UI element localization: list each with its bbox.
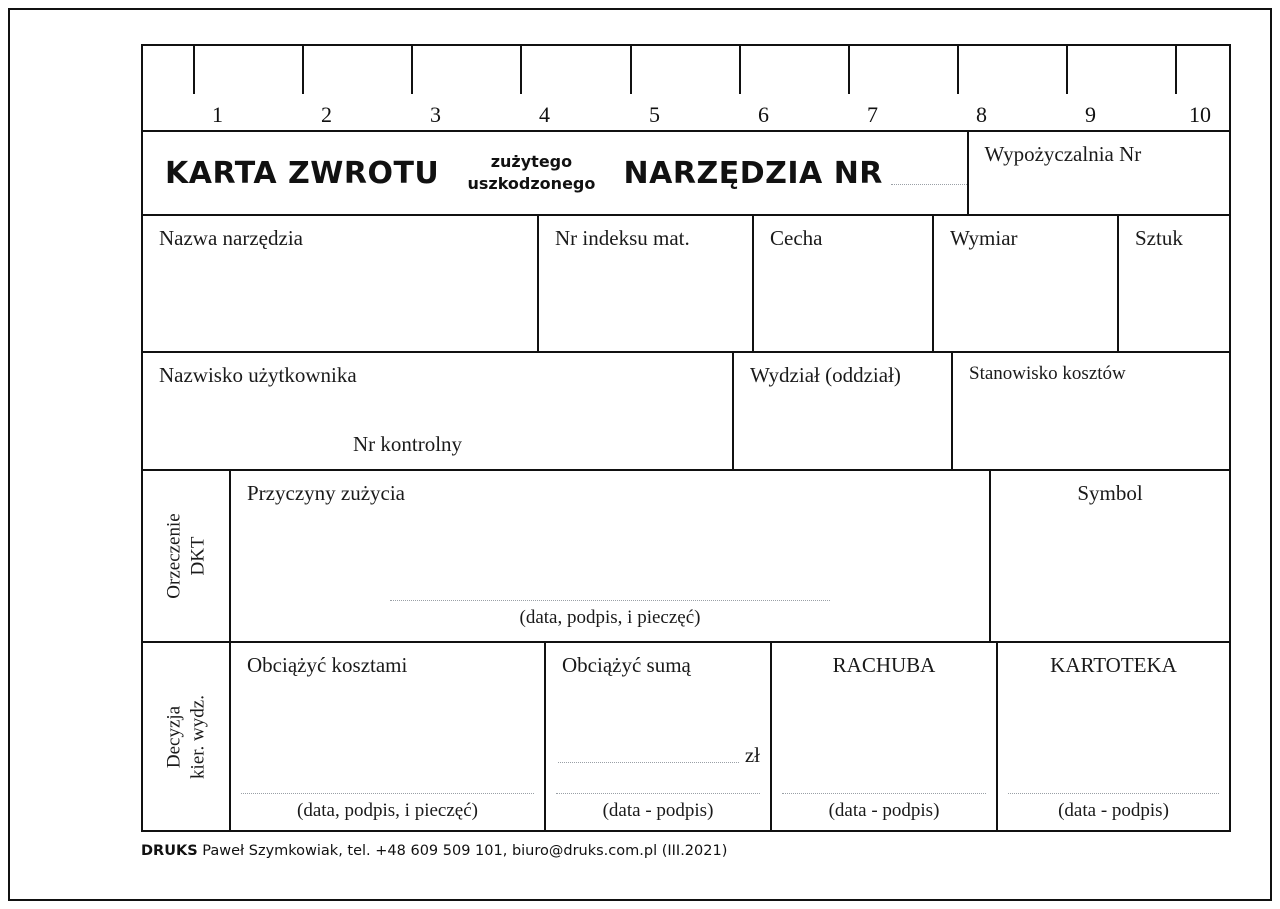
decyzja-vertical-label xyxy=(143,643,231,830)
ruler-tick xyxy=(193,46,195,94)
currency-label: zł xyxy=(744,743,760,767)
ruler-scale xyxy=(143,46,1229,132)
orzeczenie-line2: DKT xyxy=(187,536,208,576)
title-narzedzia-nr: NARZĘDZIA NR xyxy=(623,155,883,191)
title-karta-zwrotu: KARTA ZWROTU xyxy=(165,155,440,191)
decyzja-row xyxy=(143,643,1229,830)
label-obciazyc-suma: Obciążyć sumą xyxy=(562,653,691,677)
ruler-number-9: 9 xyxy=(1085,102,1096,127)
orzeczenie-row xyxy=(143,471,1229,643)
wypozyczalnia-label: Wypożyczalnia Nr xyxy=(984,142,1142,166)
label-symbol: Symbol xyxy=(1077,481,1143,505)
field-nazwisko-uzytkownika[interactable] xyxy=(143,353,734,469)
label-stanowisko-kosztow: Stanowisko kosztów xyxy=(969,363,1126,384)
obciazyc-kosztami-signature[interactable] xyxy=(241,792,534,822)
ruler-tick xyxy=(520,46,522,94)
title-uszkodzonego: uszkodzonego xyxy=(467,174,596,193)
ruler-number-5: 5 xyxy=(649,102,660,127)
ruler-number-8: 8 xyxy=(976,102,987,127)
kartoteka-caption: (data - podpis) xyxy=(1058,800,1169,821)
label-obciazyc-kosztami: Obciążyć kosztami xyxy=(247,653,408,677)
wypozyczalnia-cell xyxy=(969,132,1229,214)
ruler-number-2: 2 xyxy=(321,102,332,127)
user-info-row xyxy=(143,353,1229,471)
orzeczenie-signature-slot[interactable] xyxy=(390,599,830,629)
field-stanowisko-kosztow[interactable] xyxy=(953,353,1229,469)
ruler-tick xyxy=(630,46,632,94)
ruler-number-1: 1 xyxy=(212,102,223,127)
label-nr-kontrolny: Nr kontrolny xyxy=(352,432,463,456)
ruler-tick xyxy=(1175,46,1177,94)
field-obciazyc-suma[interactable] xyxy=(546,643,772,830)
label-wydzial: Wydział (oddział) xyxy=(750,363,901,387)
signature-dotted-line xyxy=(782,792,986,794)
field-przyczyny-zuzycia[interactable] xyxy=(231,471,991,641)
decyzja-line1: Decyzja xyxy=(163,705,185,768)
title-condition-group xyxy=(453,151,609,194)
ruler-tick xyxy=(411,46,413,94)
ruler-number-3: 3 xyxy=(430,102,441,127)
title-left-cell xyxy=(143,132,969,214)
tool-info-row xyxy=(143,216,1229,353)
orzeczenie-signature-caption: (data, podpis, i pieczęć) xyxy=(519,607,701,628)
signature-dotted-line xyxy=(556,792,760,794)
signature-dotted-line xyxy=(241,792,534,794)
kartoteka-signature[interactable] xyxy=(1008,792,1219,822)
field-sztuk[interactable] xyxy=(1119,216,1229,351)
ruler-number-4: 4 xyxy=(539,102,550,127)
orzeczenie-line1: Orzeczenie xyxy=(163,513,185,599)
field-nazwa-narzedzia[interactable] xyxy=(143,216,539,351)
label-sztuk: Sztuk xyxy=(1135,226,1183,250)
field-nr-indeksu[interactable] xyxy=(539,216,754,351)
ruler-tick xyxy=(1066,46,1068,94)
label-wymiar: Wymiar xyxy=(950,226,1018,250)
form-container xyxy=(141,44,1231,832)
field-kartoteka[interactable] xyxy=(998,643,1229,830)
obciazyc-kosztami-caption: (data, podpis, i pieczęć) xyxy=(297,800,478,821)
obciazyc-suma-signature[interactable] xyxy=(556,792,760,822)
obciazyc-suma-caption: (data - podpis) xyxy=(602,800,714,821)
amount-input-row[interactable] xyxy=(558,743,760,768)
label-kartoteka: KARTOTEKA xyxy=(1050,653,1177,677)
ruler-number-7: 7 xyxy=(867,102,878,127)
signature-dotted-line xyxy=(1008,792,1219,794)
decyzja-vertical-text xyxy=(162,695,210,779)
label-nazwisko-uzytkownika: Nazwisko użytkownika xyxy=(159,363,357,387)
field-cecha[interactable] xyxy=(754,216,934,351)
field-wymiar[interactable] xyxy=(934,216,1119,351)
decyzja-line2: kier. wydz. xyxy=(187,694,208,779)
field-obciazyc-kosztami[interactable] xyxy=(231,643,546,830)
tool-number-input[interactable] xyxy=(891,162,967,185)
label-rachuba: RACHUBA xyxy=(832,653,936,677)
field-symbol[interactable] xyxy=(991,471,1229,641)
ruler-tick xyxy=(739,46,741,94)
label-cecha: Cecha xyxy=(770,226,823,250)
footer-contact: Paweł Szymkowiak, tel. +48 609 509 101, biuro@druks.com.pl (III.2021) xyxy=(197,843,728,859)
label-przyczyny-zuzycia: Przyczyny zużycia xyxy=(247,481,406,505)
label-nazwa-narzedzia: Nazwa narzędzia xyxy=(159,226,303,250)
ruler-tick xyxy=(302,46,304,94)
rachuba-caption: (data - podpis) xyxy=(828,800,940,821)
orzeczenie-vertical-label xyxy=(143,471,231,641)
orzeczenie-vertical-text xyxy=(162,513,210,598)
ruler-tick xyxy=(957,46,959,94)
title-zuzytego: zużytego xyxy=(490,152,573,172)
field-rachuba[interactable] xyxy=(772,643,998,830)
amount-dotted-line xyxy=(558,761,739,763)
ruler-number-6: 6 xyxy=(758,102,769,127)
label-nr-indeksu: Nr indeksu mat. xyxy=(555,226,690,250)
ruler-tick xyxy=(848,46,850,94)
ruler-number-10: 10 xyxy=(1189,102,1211,127)
signature-dotted-line xyxy=(390,599,830,601)
title-row xyxy=(143,132,1229,216)
return-card-form xyxy=(141,44,1231,832)
field-wydzial[interactable] xyxy=(734,353,953,469)
rachuba-signature[interactable] xyxy=(782,792,986,822)
footer-imprint xyxy=(141,843,727,859)
footer-brand: DRUKS xyxy=(141,843,198,859)
